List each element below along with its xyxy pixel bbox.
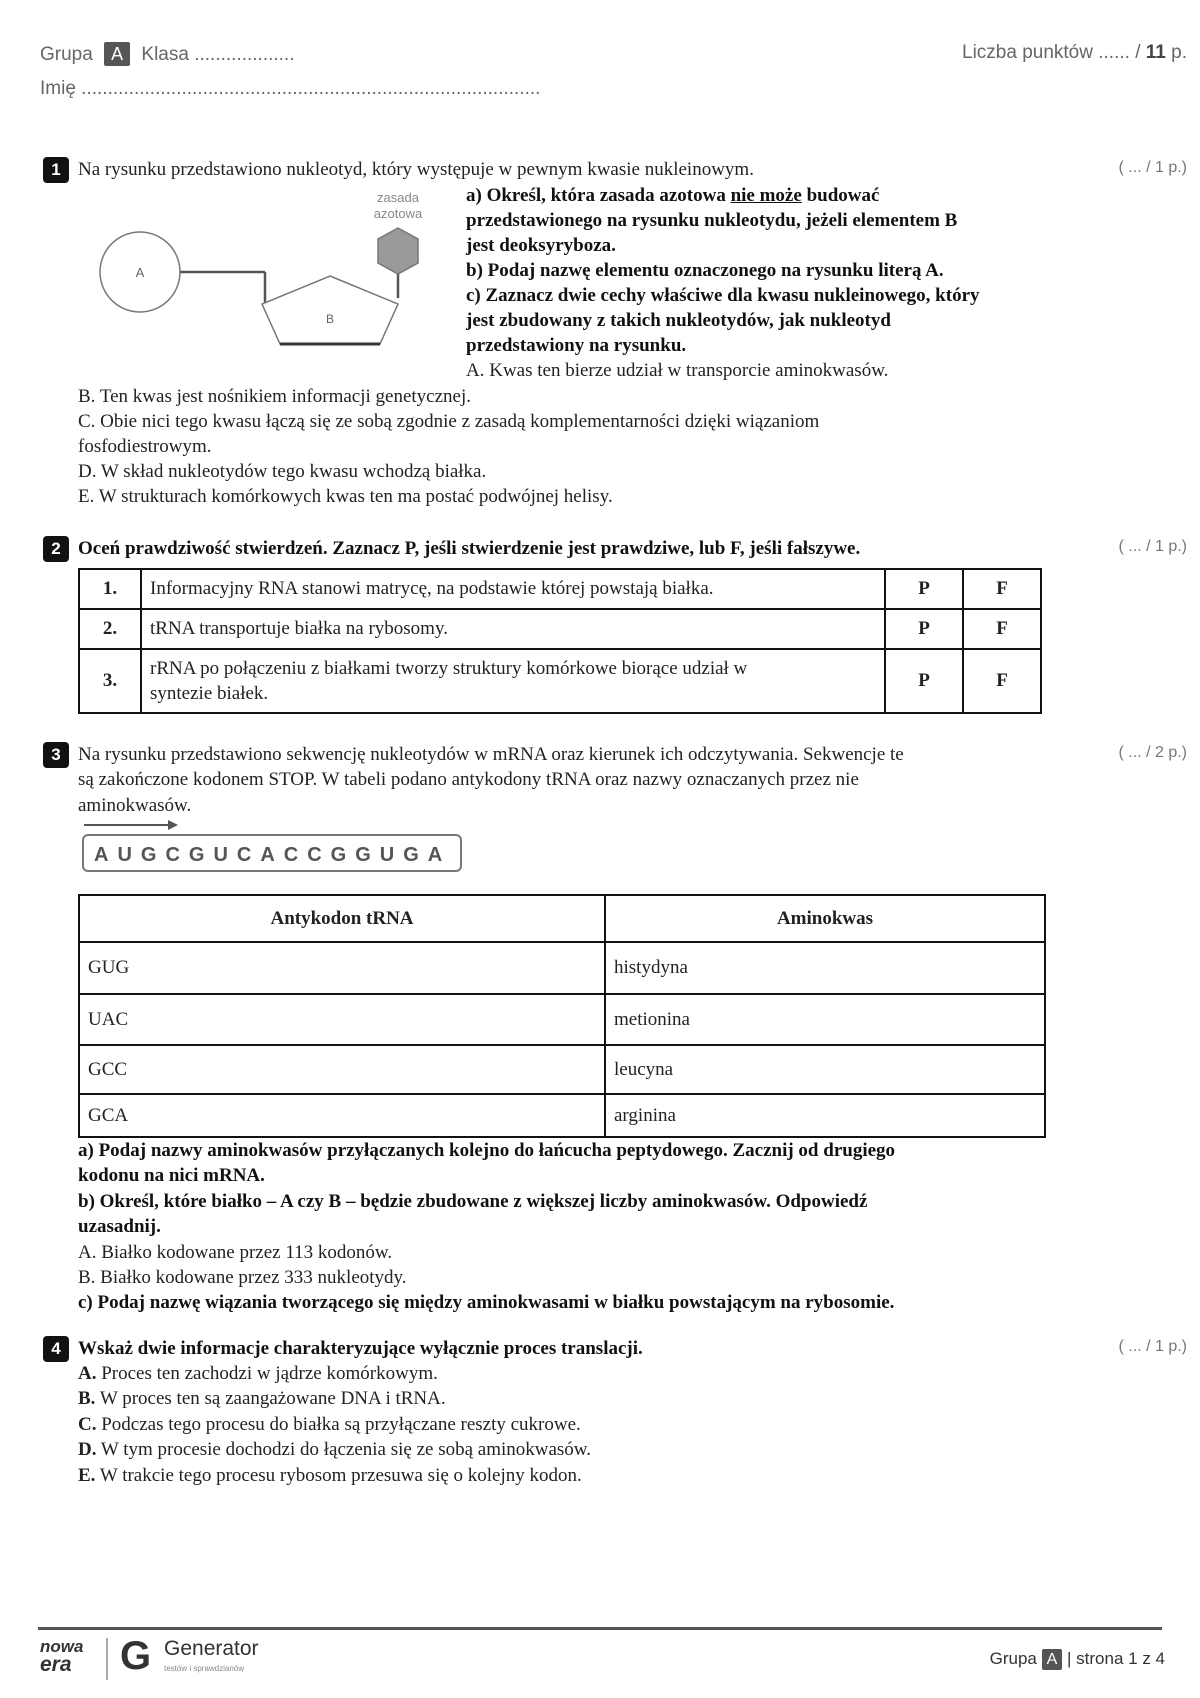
q4-option: [78, 1463, 582, 1488]
points-suffix: p.: [1171, 42, 1187, 63]
q1-option-e: E. W strukturach komórkowych kwas ten ma postać podwójnej helisy.: [78, 486, 613, 507]
q1-task-a-line2: przedstawionego na rysunku nukleotydu, jeżeli elementem B: [466, 210, 958, 231]
amino-acid-cell: leucyna: [605, 1045, 1045, 1094]
footer-divider: [38, 1627, 1162, 1630]
q1-option-a: A. Kwas ten bierze udział w transporcie aminokwasów.: [466, 360, 889, 381]
anticodon-header: Antykodon tRNA: [79, 895, 605, 942]
q4-option-letter: B.: [78, 1388, 96, 1409]
points-total: 11: [1145, 42, 1166, 63]
q4-option-text: Proces ten zachodzi w jądrze komórkowym.: [101, 1363, 438, 1384]
table-row: [79, 994, 1045, 1045]
tf-statement: [141, 649, 885, 713]
tf-option-p[interactable]: P: [885, 609, 963, 649]
q4-option-text: W tym procesie dochodzi do łączenia się ze sobą aminokwasów.: [100, 1439, 592, 1460]
tf-row-number: 2.: [79, 609, 141, 649]
amino-acid-header: Aminokwas: [605, 895, 1045, 942]
question-2-points: ( ... / 1 p.): [1118, 538, 1187, 555]
nowa-era-logo: [40, 1638, 96, 1674]
table-row: [79, 1045, 1045, 1094]
tf-statement: Informacyjny RNA stanowi matrycę, na podstawie której powstają białka.: [141, 569, 885, 609]
q4-option: [78, 1386, 446, 1411]
q3-option-b: B. Białko kodowane przez 333 nukleotydy.: [78, 1267, 407, 1288]
table-row: [79, 942, 1045, 994]
anticodon-cell: GCC: [79, 1045, 605, 1094]
tf-row-number: 3.: [79, 649, 141, 713]
tf-statement: tRNA transportuje białka na rybosomy.: [141, 609, 885, 649]
q1-task-c-line1: c) Zaznacz dwie cechy właściwe dla kwasu nukleinowego, który: [466, 285, 980, 306]
tf-row-number: 1.: [79, 569, 141, 609]
q4-option-letter: E.: [78, 1465, 96, 1486]
footer-group-label: Grupa: [989, 1649, 1037, 1668]
nitrogenous-base-hexagon: [378, 228, 418, 274]
sugar-pentagon-b: [262, 276, 398, 344]
q1-option-d: D. W skład nukleotydów tego kwasu wchodzą białka.: [78, 461, 487, 482]
tf-row: [79, 569, 1041, 609]
q3-intro-line2: są zakończone kodonem STOP. W tabeli podano antykodony tRNA oraz nazwy oznaczanych przez nie: [78, 769, 859, 790]
q4-option-letter: D.: [78, 1439, 97, 1460]
generator-name: Generator: [164, 1637, 259, 1660]
logo-line2: era: [40, 1653, 72, 1676]
q3-option-a: A. Białko kodowane przez 113 kodonów.: [78, 1242, 393, 1263]
question-3-points: ( ... / 2 p.): [1118, 744, 1187, 761]
tf-option-p[interactable]: P: [885, 649, 963, 713]
question-1-points: ( ... / 1 p.): [1118, 159, 1187, 176]
tf-row: [79, 609, 1041, 649]
footer-page-number: | strona 1 z 4: [1067, 1649, 1165, 1668]
q4-option-text: Podczas tego procesu do białka są przyłączane reszty cukrowe.: [101, 1414, 581, 1435]
tf-option-f[interactable]: F: [963, 609, 1041, 649]
footer-page-info: [990, 1649, 1165, 1670]
points-summary: [962, 42, 1187, 64]
q3-intro-line3: aminokwasów.: [78, 795, 192, 816]
anticodon-cell: GCA: [79, 1094, 605, 1137]
q3-task-a-line1: a) Podaj nazwy aminokwasów przyłączanych kolejno do łańcucha peptydowego. Zacznij od drugiego: [78, 1140, 896, 1161]
name-field: Imię .......................................................................................: [40, 78, 541, 99]
q3-task-b-line1: b) Określ, które białko – A czy B – będzie zbudowane z większej liczby aminokwasów. Odpowiedź: [78, 1191, 868, 1212]
mrna-sequence: AUGCGUCACCGGUGA: [82, 834, 462, 872]
q1-task-a-line3: jest deoksyryboza.: [466, 235, 616, 256]
points-label: Liczba punktów ...... /: [962, 42, 1141, 63]
q3-task-b-line2: uzasadnij.: [78, 1216, 161, 1237]
group-badge: A: [104, 42, 130, 66]
anticodon-cell: UAC: [79, 994, 605, 1045]
q1-option-b: B. Ten kwas jest nośnikiem informacji genetycznej.: [78, 386, 471, 407]
q3-intro-line1: Na rysunku przedstawiono sekwencję nukleotydów w mRNA oraz kierunek ich odczytywania. Sekwencje te: [78, 744, 904, 765]
q4-option: [78, 1437, 591, 1462]
question-4-number: 4: [43, 1336, 69, 1362]
q4-option: [78, 1361, 438, 1386]
footer-group-badge: A: [1042, 1649, 1063, 1670]
q4-intro: Wskaż dwie informacje charakteryzujące wyłącznie proces translacji.: [78, 1338, 643, 1359]
question-1-number: 1: [43, 157, 69, 183]
q1-task-c-line3: przedstawiony na rysunku.: [466, 335, 687, 356]
q1-intro: Na rysunku przedstawiono nukleotyd, który występuje w pewnym kwasie nukleinowym.: [78, 159, 754, 180]
class-label: Klasa ...................: [141, 44, 295, 65]
tf-option-p[interactable]: P: [885, 569, 963, 609]
amino-acid-cell: histydyna: [605, 942, 1045, 994]
q1-task-a: [466, 183, 879, 208]
q1-task-c-line2: jest zbudowany z takich nukleotydów, jak nukleotyd: [466, 310, 891, 331]
true-false-table: [78, 568, 1042, 714]
question-3-number: 3: [43, 742, 69, 768]
table-row: [79, 1094, 1045, 1137]
q1-option-c-line1: C. Obie nici tego kwasu łączą się ze sobą zgodnie z zasadą komplementarności dzięki wiązaniom: [78, 411, 820, 432]
q3-task-a-line2: kodonu na nici mRNA.: [78, 1165, 265, 1186]
q2-intro: Oceń prawdziwość stwierdzeń. Zaznacz P, jeśli stwierdzenie jest prawdziwe, lub F, jeśli fałszywe.: [78, 538, 861, 559]
anticodon-cell: GUG: [79, 942, 605, 994]
q4-option: [78, 1412, 581, 1437]
q1-task-a-pre: a) Określ, która zasada azotowa: [466, 185, 726, 206]
logo-line1: nowa: [40, 1637, 84, 1656]
q4-option-letter: A.: [78, 1363, 97, 1384]
group-label: Grupa: [40, 44, 93, 65]
circle-label-a: A: [135, 265, 145, 280]
tf-option-f[interactable]: F: [963, 569, 1041, 609]
q3-task-c: c) Podaj nazwę wiązania tworzącego się między aminokwasami w białku powstającym na rybosomie.: [78, 1292, 895, 1313]
q1-option-c-line2: fosfodiestrowym.: [78, 436, 212, 457]
question-2-number: 2: [43, 536, 69, 562]
tf-statement-line1: rRNA po połączeniu z białkami tworzy struktury komórkowe biorące udział w: [150, 658, 748, 679]
q4-option-letter: C.: [78, 1414, 97, 1435]
footer-logo-separator: [106, 1638, 108, 1680]
tf-statement-line2: syntezie białek.: [150, 683, 269, 704]
amino-acid-cell: arginina: [605, 1094, 1045, 1137]
header-group: [40, 42, 295, 66]
q1-task-a-post: budować: [806, 185, 880, 206]
q4-option-text: W trakcie tego procesu rybosom przesuwa się o kolejny kodon.: [99, 1465, 582, 1486]
generator-icon: G: [120, 1634, 152, 1678]
q1-task-a-underline: nie może: [730, 185, 802, 206]
amino-acid-cell: metionina: [605, 994, 1045, 1045]
q1-task-b: b) Podaj nazwę elementu oznaczonego na rysunku literą A.: [466, 260, 944, 281]
pentagon-label-b: B: [325, 312, 335, 326]
tf-row: [79, 649, 1041, 713]
nucleotide-diagram: [90, 186, 430, 366]
tf-option-f[interactable]: F: [963, 649, 1041, 713]
base-label-line1: zasada: [377, 190, 419, 205]
reading-direction-arrow: [82, 818, 182, 832]
q4-option-text: W proces ten są zaangażowane DNA i tRNA.: [99, 1388, 446, 1409]
base-label-line2: azotowa: [373, 206, 423, 221]
question-4-points: ( ... / 1 p.): [1118, 1338, 1187, 1355]
anticodon-table: [78, 894, 1046, 1138]
anticodon-table-header: [79, 895, 1045, 942]
generator-tagline: testów i sprawdzianów: [164, 1664, 245, 1673]
